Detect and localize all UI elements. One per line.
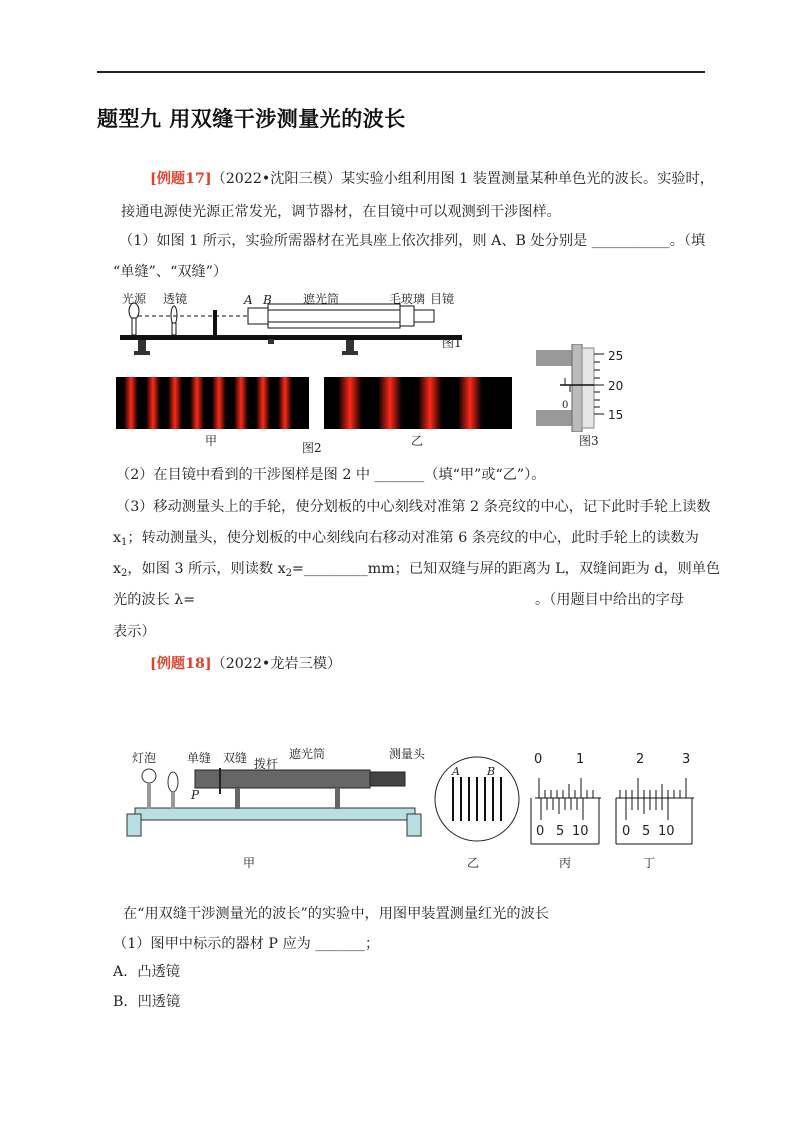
ex17-q3-line3: $x_2$，如图 3 所示，则读数 $x_2=\_\_\_\_\_\_\_\_\_mm$；已知双缝与屏的距离为 L，双缝间距为 d，则单色: [113, 561, 721, 579]
fig4-label-lever: 拨杆: [254, 757, 279, 771]
fig1-label-lens: 透镜: [163, 292, 188, 306]
fig4-bing-b10: 10: [572, 824, 589, 839]
fig4-ding-top2: 2: [636, 752, 645, 767]
fig4-bing-top0: 0: [534, 752, 543, 767]
ex17-q3-line2: $x_1$；转动测量头，使分划板的中心刻线向右移动对准第 6 条亮纹的中心，此时手轮上的读数为: [113, 530, 699, 548]
fig3-tick-20: 20: [608, 379, 624, 393]
ex18-q1: （1）图甲中标示的器材 P 应为 _______；: [113, 936, 380, 952]
ex17-q3-line1: （3）移动测量头上的手轮，使分划板的中心刻线对准第 2 条亮纹的中心，记下此时手轮上读数: [116, 499, 711, 515]
ex17-q3-line4b: 。（用题目中给出的字母: [535, 592, 684, 608]
fig4-caption-yi: 乙: [467, 856, 480, 870]
ex17-q1-line2: “单缝”、“双缝”）: [113, 264, 228, 280]
ex17-q3-line5: 表示）: [113, 624, 156, 640]
fig2-label-yi: 乙: [411, 434, 424, 448]
ex17-intro-line1: [例题17]（2022•沈阳三模）某实验小组利用图 1 装置测量某种单色光的波长。实验时，: [150, 171, 714, 187]
fig3-caption: 图3: [579, 434, 599, 448]
ex17-q1-line1: （1）如图 1 所示，实验所需器材在光具座上依次排列，则 A、B 处分别是 ___________。（填: [119, 233, 706, 249]
fig3-zero: 0: [562, 400, 569, 411]
fig4-yi-B: B: [487, 765, 496, 778]
header-rule: [97, 71, 705, 73]
fig1-label-glass: 毛玻璃: [389, 292, 426, 306]
fig4-yi-slits: [433, 755, 521, 843]
ex17-q3-line4a: 光的波长 λ=: [113, 592, 196, 608]
fig4-label-P: P: [191, 788, 200, 802]
fig4-label-tube: 遮光筒: [289, 747, 326, 761]
fig4-ding-top3: 3: [682, 752, 691, 767]
ex17-intro-line2: 接通电源使光源正常发光，调节器材，在目镜中可以观测到干涉图样。: [121, 204, 561, 220]
ex18-intro: 在“用双缝干涉测量光的波长”的实验中，用图甲装置测量红光的波长: [123, 906, 549, 922]
ex17-tag: [例题17]: [150, 171, 212, 187]
section-title: 题型九 用双缝干涉测量光的波长: [97, 107, 406, 131]
ex17-source: （2022•沈阳三模）: [211, 171, 342, 187]
fig3-tick-25: 25: [608, 349, 624, 363]
fig4-bing-b0: 0: [536, 824, 545, 839]
fig4-label-head: 测量头: [389, 747, 426, 761]
fig1-label-eyepiece: 目镜: [430, 292, 455, 306]
ex18-tag: [例题18]: [150, 656, 212, 672]
fig4-caption-bing: 丙: [559, 856, 572, 870]
fig4-yi-A: A: [452, 765, 460, 778]
fig4-caption-ding: 丁: [643, 856, 656, 870]
fig2-caption: 图2: [302, 441, 322, 455]
fig4-bing-top1: 1: [576, 752, 585, 767]
fig2-fringes: [116, 377, 516, 429]
ex18-option-A: A．凸透镜: [113, 964, 180, 980]
ex18-header: [150, 654, 341, 674]
fig4-ding-b5: 5: [642, 824, 651, 839]
fig1-label-A: A: [244, 293, 253, 307]
fig1-label-tube: 遮光筒: [303, 292, 340, 306]
ex18-source: （2022•龙岩三模）: [211, 656, 342, 672]
fig1-caption: 图1: [442, 336, 462, 350]
fig4-bing-b5: 5: [556, 824, 565, 839]
fig4-label-double: 双缝: [223, 751, 248, 765]
fig4-ding-b0: 0: [622, 824, 631, 839]
fig3-tick-15: 15: [608, 408, 624, 422]
fig1-label-B: B: [263, 293, 272, 307]
fig4-ding-b10: 10: [658, 824, 675, 839]
fig4-label-bulb: 灯泡: [132, 751, 157, 765]
ex17-q2: （2）在目镜中看到的干涉图样是图 2 中 _______（填“甲”或“乙”）。: [116, 467, 546, 483]
fig4-label-single: 单缝: [187, 751, 212, 765]
fig4-caption-jia: 甲: [243, 856, 256, 870]
fig1-label-light: 光源: [122, 292, 147, 306]
ex18-option-B: B．凹透镜: [113, 994, 181, 1010]
fig2-label-jia: 甲: [205, 434, 218, 448]
